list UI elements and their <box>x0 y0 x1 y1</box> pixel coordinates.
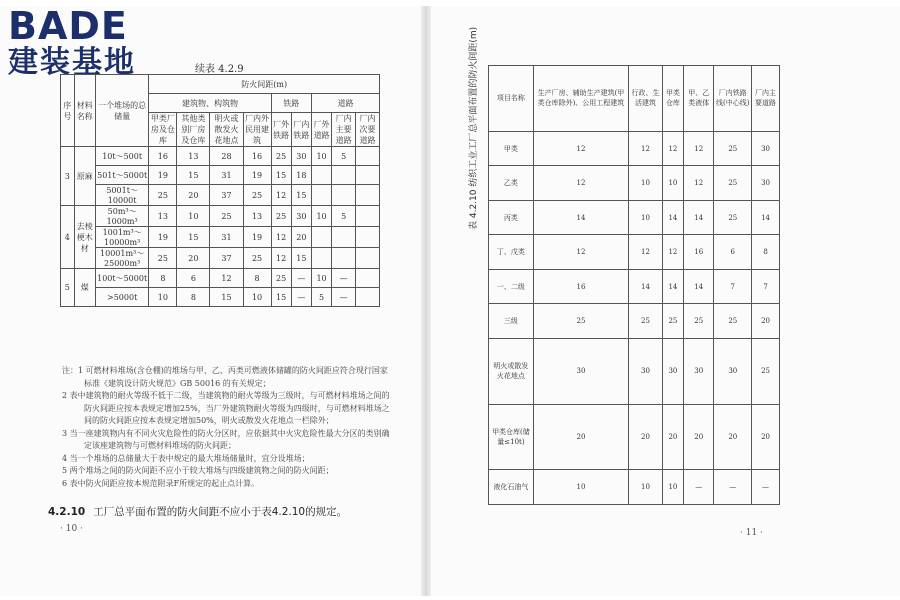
subheader-cell: 甲类厂房及仓库 <box>150 114 175 145</box>
page-number-right: · 11 · <box>740 528 763 538</box>
section-heading <box>48 504 347 519</box>
value-cell: 14 <box>662 269 683 303</box>
value-cell: 12 <box>662 235 683 269</box>
subheader-cell: 厂内主要道路 <box>332 113 356 147</box>
header-cell: 厂内铁路线(中心线) <box>714 66 752 132</box>
subheader-cell: 厂外铁路 <box>271 113 291 147</box>
rail-cell: 25 <box>271 269 291 288</box>
storage-cell: 10t～500t <box>95 147 149 166</box>
header-cell: 生产厂房、辅助生产建筑(甲类仓库除外)、公用工程建筑 <box>533 66 628 132</box>
road-cell: — <box>332 288 356 307</box>
value-cell: 10 <box>533 470 628 505</box>
value-cell: — <box>683 470 713 505</box>
value-cell: 13 <box>149 206 177 227</box>
value-cell: 25 <box>149 185 177 206</box>
value-cell: 20 <box>752 404 780 470</box>
right-table-wrap <box>488 65 780 505</box>
header-cell: 行政、生活建筑 <box>629 66 663 132</box>
value-cell: 31 <box>210 166 243 185</box>
rail-cell: — <box>291 269 311 288</box>
book-gutter <box>421 6 431 596</box>
storage-cell: 501t～5000t <box>95 166 149 185</box>
storage-cell: 50m³～1000m³ <box>95 206 149 227</box>
value-cell: 20 <box>752 304 780 338</box>
value-cell: 12 <box>210 269 243 288</box>
value-cell: 7 <box>752 269 780 303</box>
value-cell: 30 <box>629 338 663 404</box>
header-cell: 一个堆场的总储量 <box>95 75 149 147</box>
rail-cell: 15 <box>271 166 291 185</box>
value-cell: 13 <box>177 147 210 166</box>
subheader-cell: 厂外道路 <box>311 113 331 147</box>
material-name: 去棱梗木材 <box>74 206 95 269</box>
road-cell <box>356 248 380 269</box>
row-label: 丙类 <box>489 200 534 234</box>
road-cell <box>356 227 380 248</box>
header-cell: 甲类仓库 <box>662 66 683 132</box>
row-label: 甲类仓库(储量≤10t) <box>489 404 534 470</box>
storage-cell: 1001m³～10000m³ <box>95 227 149 248</box>
value-cell: 8 <box>177 288 210 307</box>
value-cell: 13 <box>243 206 271 227</box>
value-cell: 37 <box>210 248 243 269</box>
value-cell: 20 <box>662 404 683 470</box>
value-cell: 20 <box>714 404 752 470</box>
value-cell: 10 <box>629 166 663 200</box>
road-cell <box>332 248 356 269</box>
value-cell: 25 <box>243 185 271 206</box>
subheader-cell: 厂内铁路 <box>291 113 311 147</box>
value-cell: 12 <box>533 131 628 165</box>
section-number: 4.2.10 <box>48 506 86 518</box>
road-cell <box>332 166 356 185</box>
header-cell: 项目名称 <box>489 66 534 132</box>
value-cell: 12 <box>533 166 628 200</box>
road-cell <box>332 185 356 206</box>
table-row <box>61 185 380 206</box>
value-cell: 25 <box>714 304 752 338</box>
value-cell: 20 <box>629 404 663 470</box>
note-item: 4 当一个堆场的总储量大于表中规定的最大堆场储量时，宜分设堆场； <box>62 453 310 463</box>
value-cell: 14 <box>533 200 628 234</box>
value-cell: 30 <box>752 166 780 200</box>
rail-cell: 25 <box>271 206 291 227</box>
storage-cell: 5001t～10000t <box>95 185 149 206</box>
table-row <box>489 66 780 132</box>
right-table-title: 表 4.2.10 纺织工业工厂总平面布置的防火间距(m) <box>469 26 479 230</box>
page-number-left: · 10 · <box>60 524 83 534</box>
subheader-cell: 其他类别厂房及仓库 <box>177 113 210 147</box>
value-cell: 8 <box>752 235 780 269</box>
value-cell: 20 <box>533 404 628 470</box>
left-table <box>60 74 380 307</box>
value-cell: 16 <box>683 235 713 269</box>
road-cell: 5 <box>332 206 356 227</box>
table-row <box>489 131 780 165</box>
value-cell: 19 <box>243 227 271 248</box>
value-cell: 25 <box>714 166 752 200</box>
rail-cell: 12 <box>271 248 291 269</box>
subheader-cell: 厂内外民用建筑 <box>245 114 270 145</box>
road-cell <box>356 288 380 307</box>
road-cell: 10 <box>311 269 331 288</box>
value-cell: 12 <box>683 166 713 200</box>
value-cell: 10 <box>177 206 210 227</box>
value-cell: 12 <box>533 235 628 269</box>
rail-cell: 12 <box>271 185 291 206</box>
value-cell: 20 <box>177 248 210 269</box>
rail-cell: 15 <box>291 185 311 206</box>
value-cell: 14 <box>683 269 713 303</box>
watermark-logo <box>8 6 178 84</box>
value-cell: 25 <box>662 304 683 338</box>
road-cell <box>332 227 356 248</box>
note-item: 5 两个堆场之间的防火间距不应小于较大堆场与四级建筑物之间的防火间距； <box>62 466 334 475</box>
value-cell: 12 <box>629 131 663 165</box>
value-cell: 8 <box>243 269 271 288</box>
header-cell: 道路 <box>311 94 379 113</box>
value-cell: 14 <box>662 200 683 234</box>
value-cell: 12 <box>683 131 713 165</box>
table-row <box>489 269 780 303</box>
value-cell: 14 <box>629 269 663 303</box>
header-cell: 铁路 <box>271 94 311 113</box>
note-item: 2 表中建筑物的耐火等级不低于二级，当建筑物的耐火等级为三级时，与可燃材料堆场之间的防火间距应按本表规定增加25%，当厂外建筑物耐火等级为四级时，与可燃材料堆场之间的防火间距应按本表规定增加50%，明火或散发火花地点一栏除外； <box>62 391 390 425</box>
value-cell: 16 <box>533 269 628 303</box>
value-cell: 7 <box>714 269 752 303</box>
header-cell: 甲、乙类液体 <box>683 66 713 132</box>
value-cell: 6 <box>177 269 210 288</box>
value-cell: 30 <box>662 338 683 404</box>
value-cell: 19 <box>243 166 271 185</box>
subheader-cell: 厂内次要道路 <box>356 113 380 147</box>
value-cell: 20 <box>683 404 713 470</box>
value-cell: 6 <box>714 235 752 269</box>
road-cell: 10 <box>311 147 331 166</box>
row-label: 明火或散发火花地点 <box>489 338 534 404</box>
value-cell: 10 <box>629 200 663 234</box>
road-cell <box>356 147 380 166</box>
value-cell: 15 <box>210 288 243 307</box>
header-cell: 序号 <box>61 75 75 147</box>
value-cell: 16 <box>243 147 271 166</box>
table-row <box>489 304 780 338</box>
value-cell: 15 <box>177 166 210 185</box>
table-row <box>489 200 780 234</box>
value-cell: — <box>752 470 780 505</box>
value-cell: 25 <box>714 200 752 234</box>
value-cell: 14 <box>752 200 780 234</box>
value-cell: 8 <box>149 269 177 288</box>
note-item: 3 当一座建筑物内有不同火灾危险性的防火分区时，应依据其中火灾危险性最大分区的类别确定该座建筑物与可燃材料堆场的防火间距； <box>62 428 390 450</box>
value-cell: 12 <box>629 235 663 269</box>
road-cell <box>311 185 331 206</box>
rail-cell: 20 <box>291 227 311 248</box>
row-number: 3 <box>61 147 75 206</box>
table-row <box>61 206 380 227</box>
value-cell: 19 <box>149 227 177 248</box>
storage-cell: 100t～5000t <box>95 269 149 288</box>
value-cell: 20 <box>177 185 210 206</box>
value-cell: 25 <box>210 206 243 227</box>
header-cell: 建筑物、构筑物 <box>149 94 271 113</box>
value-cell: 14 <box>683 200 713 234</box>
table-caption: 续表 4.2.9 <box>195 64 244 75</box>
value-cell: 25 <box>243 248 271 269</box>
road-cell: 5 <box>311 288 331 307</box>
table-row <box>489 338 780 404</box>
rail-cell: 30 <box>291 147 311 166</box>
value-cell: 15 <box>177 227 210 248</box>
value-cell: 30 <box>714 338 752 404</box>
right-table <box>488 65 780 505</box>
road-cell <box>356 185 380 206</box>
value-cell: — <box>714 470 752 505</box>
value-cell: 10 <box>149 288 177 307</box>
value-cell: 25 <box>629 304 663 338</box>
road-cell <box>311 227 331 248</box>
row-number: 4 <box>61 206 75 269</box>
value-cell: 28 <box>210 147 243 166</box>
table-row <box>489 470 780 505</box>
value-cell: 16 <box>149 147 177 166</box>
value-cell: 25 <box>752 338 780 404</box>
section-text: 工厂总平面布置的防火间距不应小于表4.2.10的规定。 <box>93 506 348 518</box>
rail-cell: 18 <box>291 166 311 185</box>
storage-cell: 10001m³～25000m³ <box>95 248 149 269</box>
row-label: 丁、戊类 <box>489 235 534 269</box>
value-cell: 10 <box>662 470 683 505</box>
road-cell <box>311 166 331 185</box>
value-cell: 30 <box>683 338 713 404</box>
rail-cell: — <box>291 288 311 307</box>
table-row <box>61 269 380 288</box>
value-cell: 30 <box>752 131 780 165</box>
value-cell: 12 <box>662 131 683 165</box>
row-label: 乙类 <box>489 166 534 200</box>
table-row <box>61 227 380 248</box>
rail-cell: 25 <box>271 147 291 166</box>
material-name: 原麻 <box>74 147 95 206</box>
rail-cell: 12 <box>271 227 291 248</box>
table-row <box>489 166 780 200</box>
table-row <box>489 235 780 269</box>
row-label: 三级 <box>489 304 534 338</box>
value-cell: 37 <box>210 185 243 206</box>
value-cell: 25 <box>149 248 177 269</box>
road-cell <box>356 206 380 227</box>
row-label: 甲类 <box>489 131 534 165</box>
value-cell: 30 <box>533 338 628 404</box>
road-cell: — <box>332 269 356 288</box>
note-item: 注：1 可燃材料堆场(含仓棚)的堆场与甲、乙、丙类可燃液体储罐的防火间距应符合现行国家标准《建筑设计防火规范》GB 50016 的有关规定； <box>62 366 388 388</box>
rail-cell: 15 <box>291 248 311 269</box>
road-cell <box>356 269 380 288</box>
value-cell: 25 <box>714 131 752 165</box>
value-cell: 25 <box>533 304 628 338</box>
value-cell: 10 <box>662 166 683 200</box>
header-cell: 防火间距(m) <box>149 75 380 94</box>
road-cell: 5 <box>332 147 356 166</box>
value-cell: 19 <box>149 166 177 185</box>
material-name: 煤 <box>74 269 95 307</box>
road-cell <box>311 248 331 269</box>
rail-cell: 30 <box>291 206 311 227</box>
header-cell: 材料名称 <box>74 75 95 147</box>
table-row <box>61 166 380 185</box>
header-cell: 厂内主要道路 <box>752 66 780 132</box>
row-label: 一、二级 <box>489 269 534 303</box>
logo-text: BADE <box>8 4 128 48</box>
table-row <box>61 147 380 166</box>
table-notes <box>62 365 392 490</box>
road-cell <box>356 166 380 185</box>
storage-cell: >5000t <box>95 288 149 307</box>
row-label: 液化石油气 <box>489 470 534 505</box>
logo-subtext: 建装基地 <box>8 45 136 80</box>
table-row <box>61 248 380 269</box>
row-number: 5 <box>61 269 75 307</box>
value-cell: 10 <box>629 470 663 505</box>
note-item: 6 表中防火间距应按本规范附录F所规定的起止点计算。 <box>62 478 260 488</box>
rail-cell: 15 <box>271 288 291 307</box>
value-cell: 25 <box>683 304 713 338</box>
value-cell: 10 <box>243 288 271 307</box>
table-row <box>61 288 380 307</box>
value-cell: 31 <box>210 227 243 248</box>
road-cell: 10 <box>311 206 331 227</box>
table-row <box>489 404 780 470</box>
subheader-cell: 明火或散发火花地点 <box>210 113 243 147</box>
